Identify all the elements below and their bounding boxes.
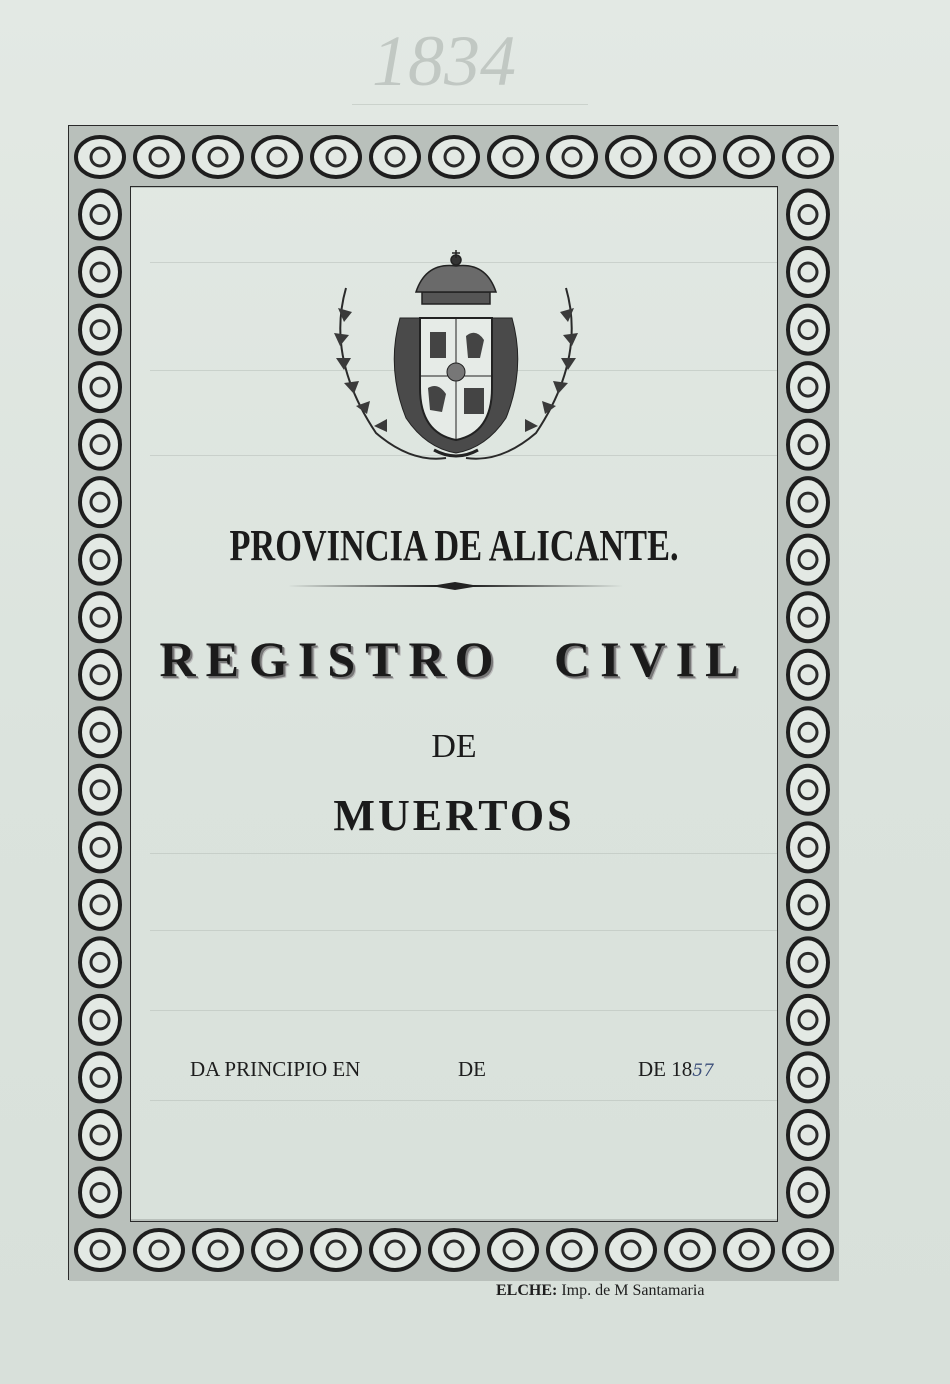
chain-link	[788, 306, 828, 354]
province-title: PROVINCIA DE ALICANTE.	[229, 521, 679, 570]
connector-de: DE	[431, 728, 477, 765]
printer-name: Imp. de M Santamaria	[561, 1282, 705, 1299]
civil-word: CIVIL	[553, 631, 749, 687]
chain-link	[80, 708, 120, 756]
chain-link	[784, 137, 832, 177]
registry-word: REGISTRO	[159, 631, 504, 687]
chain-link	[788, 651, 828, 699]
chain-link	[788, 478, 828, 526]
chain-link	[788, 536, 828, 584]
chain-link	[788, 996, 828, 1044]
chain-link	[80, 651, 120, 699]
chain-link	[725, 137, 773, 177]
chain-link	[80, 938, 120, 986]
chain-link	[548, 1230, 596, 1270]
chain-link	[666, 1230, 714, 1270]
chain-link	[194, 137, 242, 177]
chain-link	[80, 363, 120, 411]
chain-link	[788, 421, 828, 469]
chain-link	[788, 1111, 828, 1159]
chain-link	[788, 708, 828, 756]
chain-link	[788, 938, 828, 986]
chain-link	[784, 1230, 832, 1270]
chain-link	[430, 137, 478, 177]
chain-link	[371, 137, 419, 177]
chain-link	[80, 306, 120, 354]
chain-link	[489, 137, 537, 177]
chain-link	[548, 137, 596, 177]
chain-link	[371, 1230, 419, 1270]
chain-link	[253, 1230, 301, 1270]
chain-link	[80, 593, 120, 641]
chain-link	[80, 421, 120, 469]
chain-link	[430, 1230, 478, 1270]
chain-link	[80, 1111, 120, 1159]
start-year-field	[638, 1057, 714, 1082]
chain-link	[80, 881, 120, 929]
chain-link	[135, 137, 183, 177]
chain-link	[80, 536, 120, 584]
chain-link	[80, 996, 120, 1044]
chain-link	[80, 766, 120, 814]
chain-link	[788, 248, 828, 296]
chain-link	[80, 478, 120, 526]
chain-link	[788, 1168, 828, 1216]
handwritten-year: 57	[692, 1061, 714, 1081]
coat-of-arms-icon	[316, 248, 596, 478]
subject-title: MUERTOS	[333, 791, 575, 840]
decorative-rule	[287, 582, 623, 590]
chain-link	[666, 137, 714, 177]
chain-link	[194, 1230, 242, 1270]
chain-link	[76, 137, 124, 177]
chain-link	[607, 1230, 655, 1270]
chain-link	[788, 766, 828, 814]
chain-link	[788, 823, 828, 871]
chain-link	[253, 137, 301, 177]
registry-title	[130, 630, 778, 688]
printer-city: ELCHE:	[496, 1282, 558, 1299]
chain-link	[788, 881, 828, 929]
chain-link	[80, 191, 120, 239]
chain-link	[788, 191, 828, 239]
chain-link	[312, 137, 360, 177]
chain-link	[80, 823, 120, 871]
start-de-month: DE	[458, 1057, 486, 1081]
chain-link	[76, 1230, 124, 1270]
chain-link	[80, 1053, 120, 1101]
chain-link	[489, 1230, 537, 1270]
bleed-through-mark: 1834	[372, 21, 516, 101]
chain-link	[788, 363, 828, 411]
bleed-through-line	[352, 104, 588, 105]
chain-link	[788, 1053, 828, 1101]
printer-imprint	[496, 1282, 704, 1300]
chain-link	[607, 137, 655, 177]
year-prefix: DE 18	[638, 1057, 693, 1081]
chain-link	[135, 1230, 183, 1270]
chain-link	[788, 593, 828, 641]
chain-link	[312, 1230, 360, 1270]
start-label: DA PRINCIPIO EN	[190, 1057, 361, 1081]
chain-link	[80, 1168, 120, 1216]
chain-link	[725, 1230, 773, 1270]
chain-link	[80, 248, 120, 296]
